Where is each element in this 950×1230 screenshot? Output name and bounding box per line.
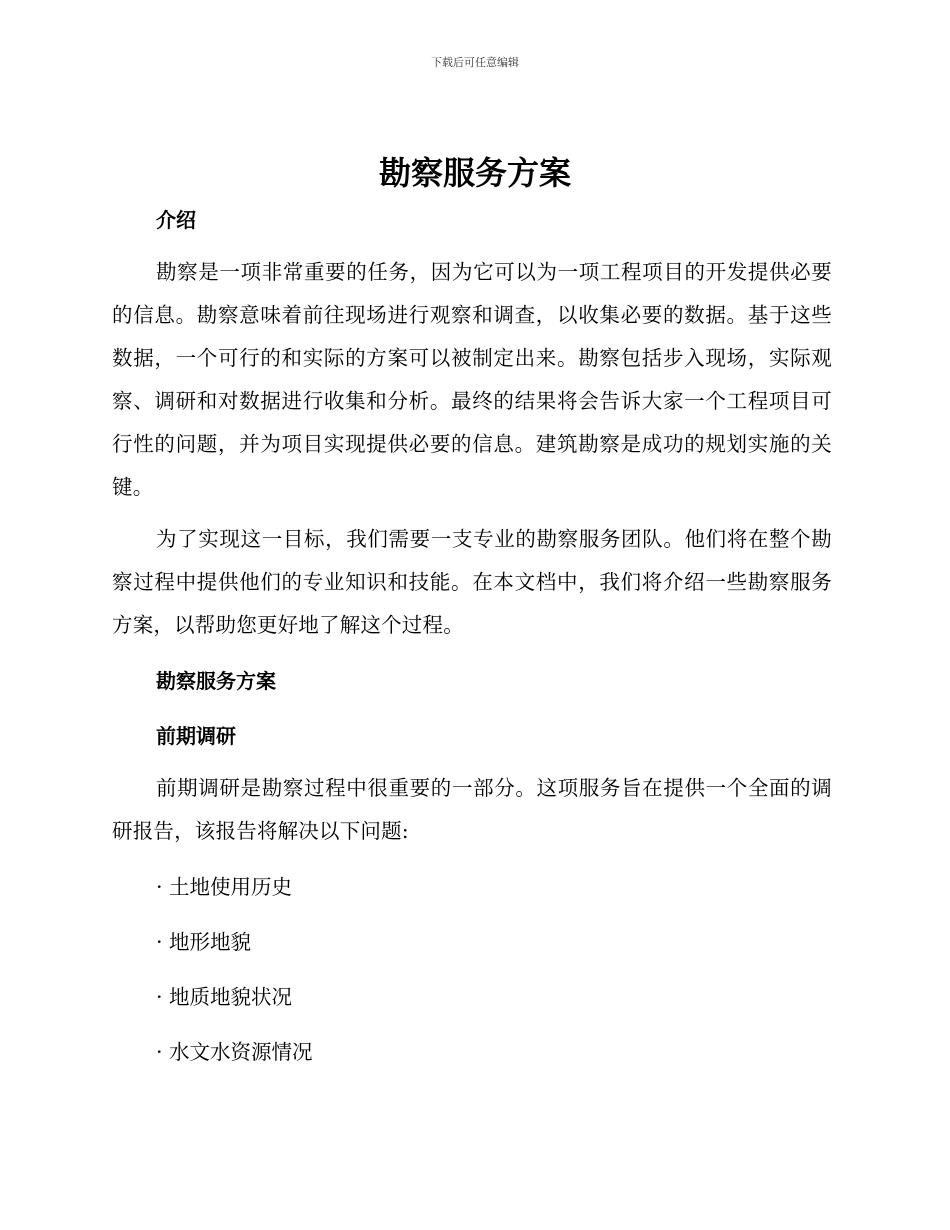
intro-paragraph-1: 勘察是一项非常重要的任务，因为它可以为一项工程项目的开发提供必要的信息。勘察意味着前往现场进行观察和调查，以收集必要的数据。基于这些数据，一个可行的和实际的方案可以被制定出来。勘察包括步入现场，实际观察、调研和对数据进行收集和分析。最终的结果将会告诉大家一个工程项目可行性的问题，并为项目实现提供必要的信息。建筑勘察是成功的规划实施的关键。 bbox=[112, 260, 832, 499]
page-header-note: 下载后可任意编辑 bbox=[431, 56, 519, 69]
preliminary-survey-paragraph: 前期调研是勘察过程中很重要的一部分。这项服务旨在提供一个全面的调研报告，该报告将解决以下问题: bbox=[112, 776, 832, 843]
section-heading-preliminary-survey: 前期调研 bbox=[156, 724, 236, 748]
section-heading-intro: 介绍 bbox=[156, 208, 196, 232]
section-heading-service-plan: 勘察服务方案 bbox=[156, 669, 276, 693]
list-item: · 地质地貌状况 bbox=[156, 985, 293, 1009]
list-item: · 地形地貌 bbox=[156, 930, 252, 954]
document-title: 勘察服务方案 bbox=[378, 154, 571, 192]
list-item: · 水文水资源情况 bbox=[156, 1040, 313, 1064]
list-item: · 土地使用历史 bbox=[156, 875, 293, 899]
intro-paragraph-2: 为了实现这一目标，我们需要一支专业的勘察服务团队。他们将在整个勘察过程中提供他们的专业知识和技能。在本文档中，我们将介绍一些勘察服务方案，以帮助您更好地了解这个过程。 bbox=[112, 527, 832, 637]
